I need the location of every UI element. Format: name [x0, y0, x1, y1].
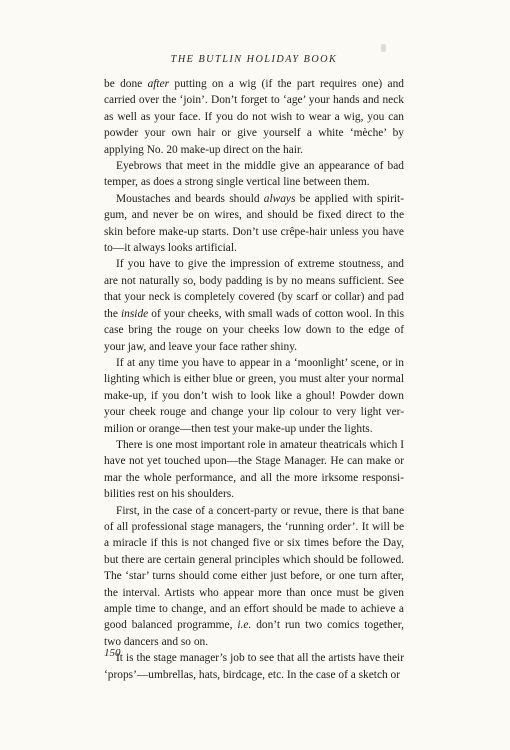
italic-run: inside	[120, 307, 149, 320]
paragraph	[104, 503, 404, 651]
text-run: putting on a wig (if the part requires one) and carried over the ‘join’. Don’t forget to ‘age’ your hands and neck as well as your face. If you do not wish to wear a wig, you can powder your own hair or give yourself a white ‘mèche’ by applying No. 20 make-up direct on the hair.	[104, 78, 404, 156]
running-head: THE BUTLIN HOLIDAY BOOK	[170, 54, 338, 65]
text-run: don’t run two comics together, two dancers and so on.	[104, 619, 404, 648]
text-run: If at any time you have to appear in a ‘moonlight’ scene, or in lighting which is either blue or green, you must alter your normal make-up, if you don’t wish to look like a ghoul! Powder down your cheek rouge and change your lip colour to very light ver-milion or orange—then test your make-up under the lights.	[104, 356, 404, 435]
paper-speck	[381, 44, 386, 52]
text-run: There is one most important role in amateur theatricals which I have not yet touched upon—the Stage Manager. He can make or mar the whole performance, and all the more irksome responsi-bilities rest on his shoulders.	[104, 438, 404, 501]
paragraph	[104, 437, 404, 503]
text-run: First, in the case of a concert-party or revue, there is that bane of all professional stage managers, the ‘running order’. It will be a miracle if this is not changed five or six times before the Day, but there are certain general principles which should be followed. The ‘star’ turns should come either just before, or one turn after, the interval. Artists who appear more than once must be given ample time to change, and an effort should be made to achieve a good balanced programme,	[104, 504, 404, 632]
text-run: It is the stage manager’s job to see that all the artists have their ‘props’—umbrellas, hats, birdcage, etc. In the case of a sketch or	[104, 652, 404, 681]
page-number: 150	[104, 647, 121, 659]
text-run: of your cheeks, with small wads of cotton wool. In this case bring the rouge on your cheeks low down to the edge of your jaw, and leave your face rather shiny.	[104, 307, 404, 353]
text-run: If you have to give the impression of extreme stoutness, and are not naturally so, body padding is by no means sufficient. See that your neck is completely covered (by scarf or collar) and pad the	[104, 258, 404, 320]
italic-run: after	[147, 78, 170, 90]
paragraph	[104, 256, 404, 354]
paragraph	[104, 355, 404, 437]
paragraph	[104, 158, 404, 191]
text-run: be done	[104, 78, 148, 90]
italic-run: always	[263, 192, 296, 205]
italic-run: i.e.	[237, 619, 252, 632]
body-text	[104, 76, 404, 683]
paragraph	[104, 191, 404, 257]
paragraph	[104, 650, 404, 683]
paragraph	[104, 76, 404, 158]
text-run: Eyebrows that meet in the middle give an appearance of bad temper, as does a strong single vertical line between them.	[104, 160, 404, 189]
text-run: Moustaches and beards should	[116, 192, 264, 205]
text-run: be applied with spirit-gum, and never be on wires, and should be fixed direct to the skin before make-up starts. Don’t use crêpe-hair unless you have to—it always looks artificial.	[104, 192, 404, 255]
